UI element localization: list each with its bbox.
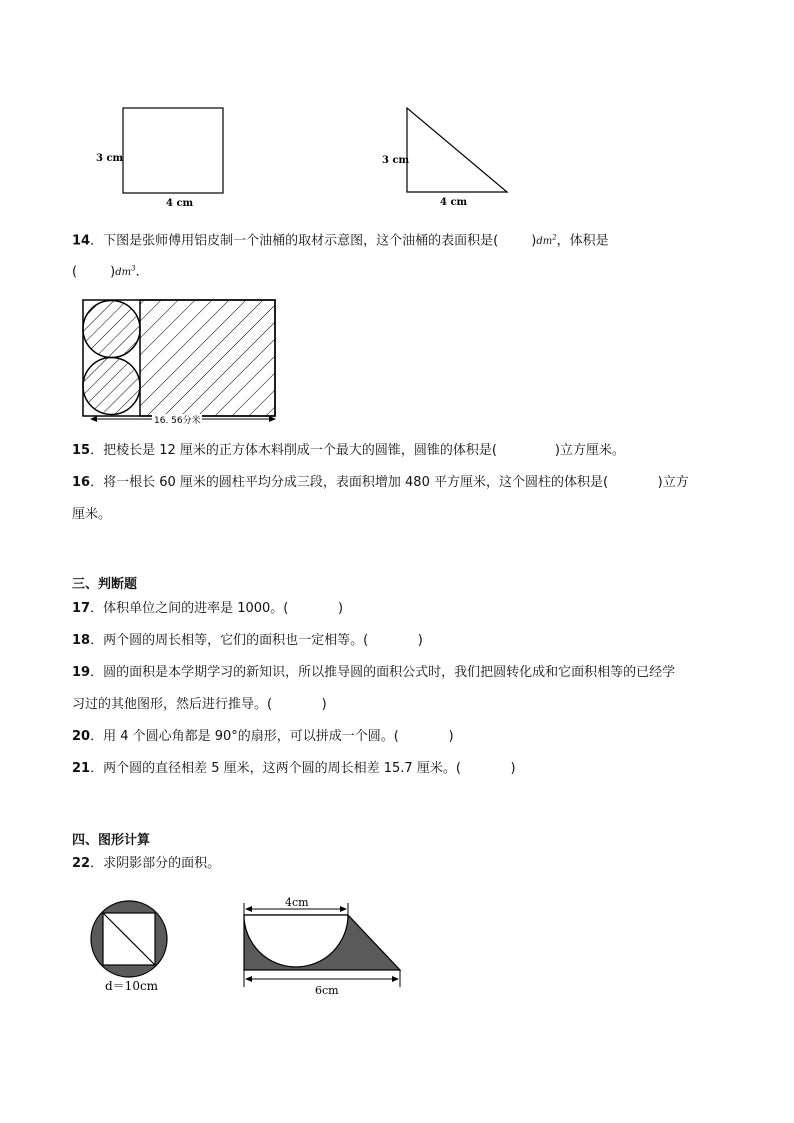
top-circle (83, 301, 140, 358)
question-number: 16 (72, 475, 91, 490)
question-18 (72, 632, 423, 650)
rect-width-label: 4 cm (166, 198, 194, 209)
question-text: ．圆的面积是本学期学习的新知识，所以推导圆的面积公式时，我们把圆转化成和它面积相等的已经学 (90, 665, 676, 680)
question-text: ．两个圆的直径相差 5 厘米，这两个圆的周长相差 15.7 厘米。( ) (90, 761, 516, 776)
question-17 (72, 600, 343, 618)
rectangle-figure (123, 108, 223, 193)
unit-label: $dm^2$ (536, 234, 557, 248)
blank-close: ) (531, 233, 537, 249)
question-16 (72, 474, 689, 492)
question-number: 19 (72, 665, 91, 680)
bottom-width-label: 6cm (315, 984, 339, 997)
section-title-figure-calc: 四、图形计算 (72, 833, 151, 848)
question-16-line2 (72, 506, 111, 524)
question-text: ．将一根长 60 厘米的圆柱平均分成三段，表面积增加 480 平方厘米，这个圆柱的体积是( )立方 (90, 475, 689, 490)
question-text: ．用 4 个圆心角都是 90°的扇形，可以拼成一个圆。( ) (90, 729, 454, 744)
question-number: 17 (72, 601, 91, 616)
top-figures (90, 100, 550, 220)
blank-open: ( (72, 264, 78, 280)
question-22 (72, 855, 220, 873)
answer-blank[interactable] (77, 264, 110, 279)
question-text-cont: ，体积是 (556, 233, 609, 249)
answer-blank[interactable] (498, 233, 531, 248)
question-number: 18 (72, 633, 91, 648)
tri-height-label: 3 cm (382, 155, 410, 166)
unit-label: $dm^3$ (115, 265, 136, 279)
question-end: ． (135, 264, 149, 280)
bottom-circle (83, 358, 140, 415)
question-text-cont: 厘米。 (72, 507, 112, 522)
question-14 (72, 229, 609, 251)
question-number: 21 (72, 761, 91, 776)
question-number: 20 (72, 729, 91, 744)
triangle-figure (407, 108, 507, 192)
dimension-label: 16. 56分米 (154, 416, 201, 426)
shaded-area-figures (85, 895, 415, 1005)
question-19-line2 (72, 696, 327, 714)
question-15 (72, 442, 625, 460)
question-14-line2 (72, 260, 149, 282)
question-21 (72, 760, 516, 778)
question-19 (72, 664, 675, 682)
arrow-right (269, 416, 276, 422)
question-text: ．两个圆的周长相等，它们的面积也一定相等。( ) (90, 633, 423, 648)
question-number: 14 (72, 233, 91, 249)
diameter-label: d＝10cm (105, 979, 159, 993)
question-text: ．体积单位之间的进率是 1000。( ) (90, 601, 344, 616)
rect-height-label: 3 cm (96, 153, 124, 164)
question-text: ．下图是张师傅用铝皮制一个油桶的取材示意图，这个油桶的表面积是( (90, 233, 499, 249)
section-title-judgement: 三、判断题 (72, 577, 138, 592)
side-rectangle (140, 300, 275, 416)
tri-base-label: 4 cm (440, 197, 468, 208)
question-text: ．求阴影部分的面积。 (90, 856, 221, 871)
question-20 (72, 728, 454, 746)
question-number: 22 (72, 856, 91, 871)
blank-close: ) (110, 264, 116, 280)
question-text-cont: 习过的其他图形，然后进行推导。( ) (72, 697, 327, 712)
question-number: 15 (72, 443, 91, 458)
question-text: ．把棱长是 12 厘米的正方体木料削成一个最大的圆锥，圆锥的体积是( )立方厘米。 (90, 443, 625, 458)
oil-drum-net-figure (80, 296, 280, 428)
arrow-left (90, 416, 97, 422)
top-width-label: 4cm (285, 896, 309, 909)
